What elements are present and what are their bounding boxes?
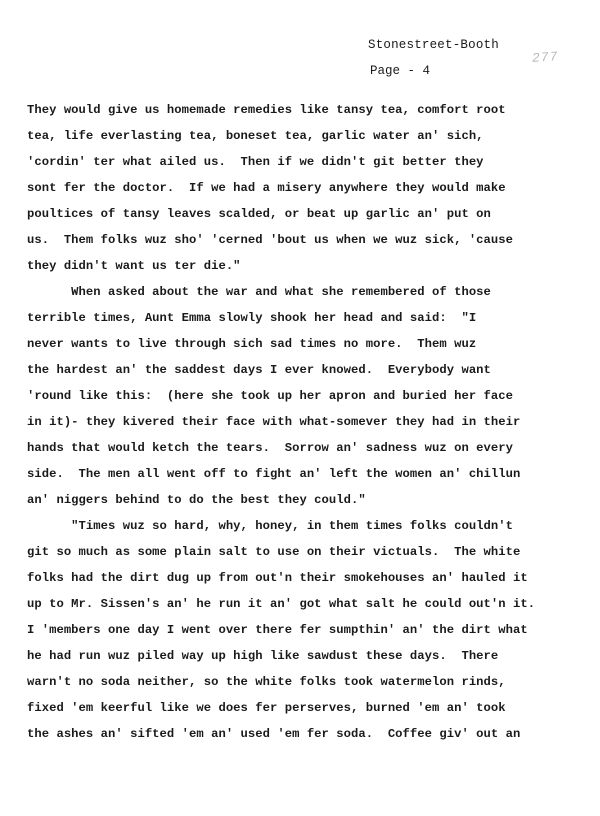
text-line: sont fer the doctor. If we had a misery anywhere they would make [27,181,506,195]
page-number: Page - 4 [370,64,431,78]
text-line: tea, life everlasting tea, boneset tea, garlic water an' sich, [27,129,484,143]
text-line: in it)- they kivered their face with what-somever they had in their [27,415,521,429]
text-line: warn't no soda neither, so the white folks took watermelon rinds, [27,675,506,689]
text-line: an' niggers behind to do the best they could." [27,493,366,507]
archive-stamp-number: 277 [531,49,559,66]
text-line: poultices of tansy leaves scalded, or beat up garlic an' put on [27,207,491,221]
text-line: They would give us homemade remedies like tansy tea, comfort root [27,103,506,117]
body-text [27,97,587,747]
text-line: us. Them folks wuz sho' 'cerned 'bout us when we wuz sick, 'cause [27,233,514,247]
text-line: 'cordin' ter what ailed us. Then if we didn't git better they [27,155,484,169]
text-line: side. The men all went off to fight an' left the women an' chillun [27,467,521,481]
text-line: the ashes an' sifted 'em an' used 'em fer soda. Coffee giv' out an [27,727,521,741]
text-line: "Times wuz so hard, why, honey, in them times folks couldn't [27,519,514,533]
text-line: git so much as some plain salt to use on their victuals. The white [27,545,521,559]
text-line: hands that would ketch the tears. Sorrow an' sadness wuz on every [27,441,514,455]
text-line: 'round like this: (here she took up her apron and buried her face [27,389,514,403]
text-line: he had run wuz piled way up high like sawdust these days. There [27,649,499,663]
text-line: I 'members one day I went over there fer sumpthin' an' the dirt what [27,623,528,637]
text-line: fixed 'em keerful like we does fer perserves, burned 'em an' took [27,701,506,715]
text-line: up to Mr. Sissen's an' he run it an' got what salt he could out'n it. [27,597,536,611]
text-line: never wants to live through sich sad times no more. Them wuz [27,337,477,351]
text-line: they didn't want us ter die." [27,259,241,273]
text-line: When asked about the war and what she remembered of those [27,285,491,299]
document-header-title: Stonestreet-Booth [368,38,499,52]
text-line: the hardest an' the saddest days I ever knowed. Everybody want [27,363,491,377]
text-line: terrible times, Aunt Emma slowly shook her head and said: "I [27,311,477,325]
text-line: folks had the dirt dug up from out'n their smokehouses an' hauled it [27,571,528,585]
